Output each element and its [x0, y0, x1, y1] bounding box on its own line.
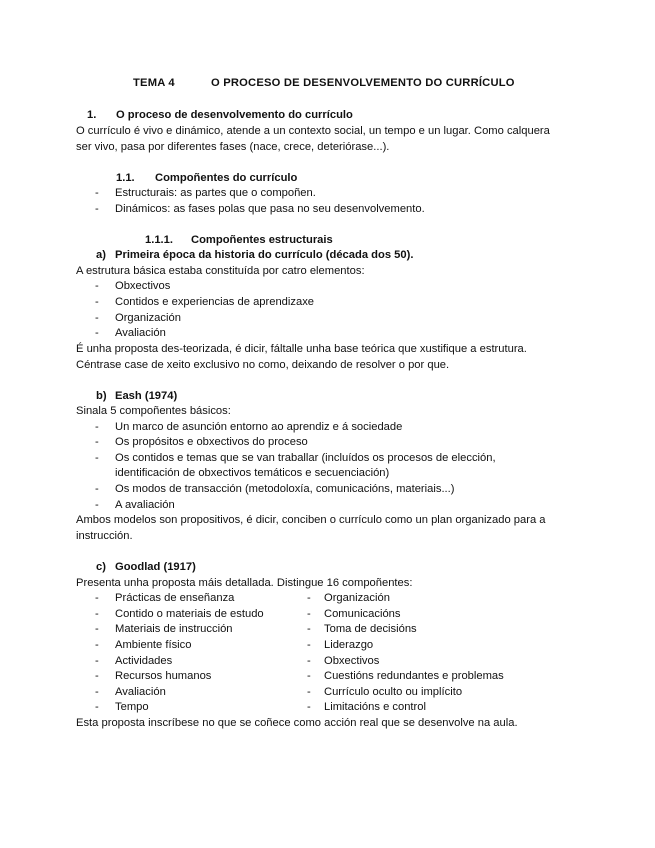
- right-list-item: Cuestións redundantes e problemas: [324, 670, 504, 682]
- sub-a-intro: A estrutura básica estaba constituída por catro elementos:: [76, 265, 365, 277]
- list-item-continuation: identificación de obxectivos temáticos e secuenciación): [115, 467, 390, 479]
- section-1-heading: O proceso de desenvolvemento do currículo: [116, 109, 353, 121]
- bullet-dash: -: [95, 452, 99, 464]
- bullet-dash: -: [307, 608, 311, 620]
- document-title: O PROCESO DE DESENVOLVEMENTO DO CURRÍCULO: [211, 77, 515, 89]
- section-1-1-heading: Compoñentes do currículo: [155, 172, 298, 184]
- right-list-item: Toma de decisións: [324, 623, 417, 635]
- sub-b-intro: Sinala 5 compoñentes básicos:: [76, 405, 231, 417]
- list-item-text: Dinámicos: as fases polas que pasa no seu desenvolvemento.: [115, 203, 425, 215]
- bullet-dash: -: [307, 592, 311, 604]
- section-1-1-1-heading: Compoñentes estructurais: [191, 234, 333, 246]
- list-item-text: Os contidos e temas que se van traballar (incluídos os procesos de elección,: [115, 452, 496, 464]
- section-1-paragraph-line-1: O currículo é vivo e dinámico, atende a un contexto social, un tempo e un lugar. Como calquera: [76, 125, 550, 137]
- sub-c-heading: Goodlad (1917): [115, 561, 196, 573]
- sub-a-letter: a): [96, 249, 106, 261]
- bullet-dash: -: [95, 203, 99, 215]
- right-list-item: Organización: [324, 592, 390, 604]
- bullet-dash: -: [95, 701, 99, 713]
- right-list-item: Liderazgo: [324, 639, 374, 651]
- sub-b-heading: Eash (1974): [115, 390, 178, 402]
- left-list-item: Avaliación: [115, 686, 166, 698]
- section-1-paragraph-line-2: ser vivo, pasa por diferentes fases (nace, crece, deteriórase...).: [76, 141, 390, 153]
- sub-c-outro: Esta proposta inscríbese no que se coñece como acción real que se desenvolve na aula.: [76, 717, 518, 729]
- sub-a-heading: Primeira época da historia do currículo (década dos 50).: [115, 249, 414, 261]
- list-item-text: Un marco de asunción entorno ao aprendiz e á sociedade: [115, 421, 403, 433]
- right-list-item: Comunicacións: [324, 608, 401, 620]
- list-item-text: Contidos e experiencias de aprendizaxe: [115, 296, 315, 308]
- sub-c-letter: c): [96, 561, 106, 573]
- section-1-number: 1.: [87, 109, 97, 121]
- bullet-dash: -: [95, 608, 99, 620]
- sub-c-intro: Presenta unha proposta máis detallada. Distingue 16 compoñentes:: [76, 577, 413, 589]
- bullet-dash: -: [307, 639, 311, 651]
- left-list-item: Tempo: [115, 701, 149, 713]
- bullet-dash: -: [95, 421, 99, 433]
- list-item-text: Estructurais: as partes que o compoñen.: [115, 187, 316, 199]
- left-list-item: Actividades: [115, 655, 173, 667]
- bullet-dash: -: [307, 686, 311, 698]
- bullet-dash: -: [307, 670, 311, 682]
- list-item-text: Organización: [115, 312, 181, 324]
- bullet-dash: -: [95, 623, 99, 635]
- bullet-dash: -: [95, 483, 99, 495]
- bullet-dash: -: [307, 701, 311, 713]
- section-1-1-number: 1.1.: [116, 172, 135, 184]
- bullet-dash: -: [95, 296, 99, 308]
- left-list-item: Prácticas de enseñanza: [115, 592, 235, 604]
- list-item-text: A avaliación: [115, 499, 175, 511]
- right-list-item: Currículo oculto ou implícito: [324, 686, 463, 698]
- bullet-dash: -: [307, 623, 311, 635]
- list-item-text: Avaliación: [115, 327, 166, 339]
- bullet-dash: -: [307, 655, 311, 667]
- bullet-dash: -: [95, 436, 99, 448]
- bullet-dash: -: [95, 686, 99, 698]
- sub-a-outro-line-1: É unha proposta des-teorizada, é dicir, fáltalle unha base teórica que xustifique a estrutura.: [76, 343, 527, 355]
- list-item-text: Os propósitos e obxectivos do proceso: [115, 436, 308, 448]
- left-list-item: Contido o materiais de estudo: [115, 608, 264, 620]
- list-item-text: Os modos de transacción (metodoloxía, comunicacións, materiais...): [115, 483, 455, 495]
- bullet-dash: -: [95, 592, 99, 604]
- list-item-text: Obxectivos: [115, 280, 171, 292]
- left-list-item: Recursos humanos: [115, 670, 212, 682]
- bullet-dash: -: [95, 639, 99, 651]
- left-list-item: Materiais de instrucción: [115, 623, 233, 635]
- sub-b-letter: b): [96, 390, 107, 402]
- sub-b-outro-line-2: instrucción.: [76, 530, 133, 542]
- left-list-item: Ambiente físico: [115, 639, 192, 651]
- bullet-dash: -: [95, 280, 99, 292]
- bullet-dash: -: [95, 327, 99, 339]
- right-list-item: Limitacións e control: [324, 701, 426, 713]
- bullet-dash: -: [95, 655, 99, 667]
- tema-number: TEMA 4: [133, 77, 175, 89]
- right-list-item: Obxectivos: [324, 655, 380, 667]
- sub-b-outro-line-1: Ambos modelos son propositivos, é dicir, conciben o currículo como un plan organizado para a: [76, 514, 546, 526]
- sub-a-outro-line-2: Céntrase case de xeito exclusivo no como, deixando de resolver o por que.: [76, 359, 450, 371]
- bullet-dash: -: [95, 670, 99, 682]
- bullet-dash: -: [95, 499, 99, 511]
- bullet-dash: -: [95, 312, 99, 324]
- bullet-dash: -: [95, 187, 99, 199]
- section-1-1-1-number: 1.1.1.: [145, 234, 173, 246]
